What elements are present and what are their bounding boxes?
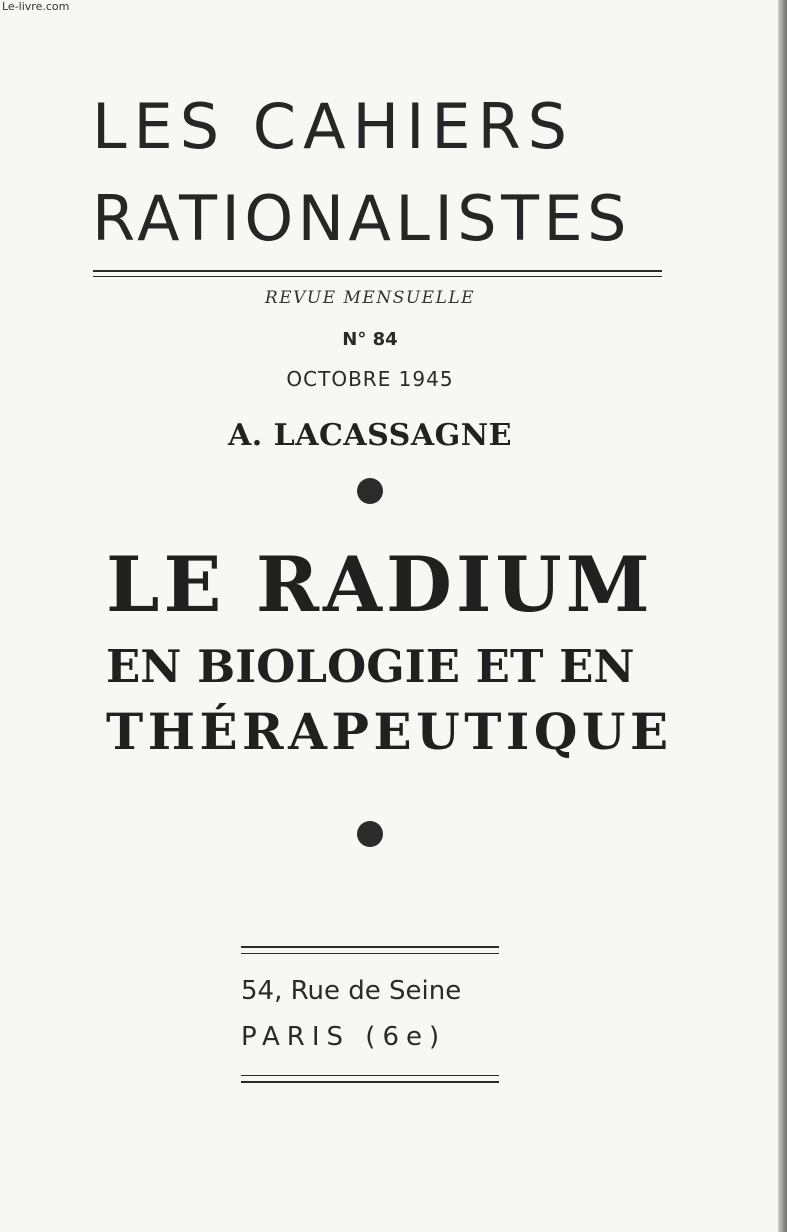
address-rule-top-1 bbox=[241, 946, 499, 948]
address-rule-bottom-1 bbox=[241, 1075, 499, 1076]
title-line-1: LE RADIUM bbox=[106, 540, 654, 629]
subtitle: REVUE MENSUELLE bbox=[264, 288, 476, 308]
masthead-rule-bottom bbox=[93, 276, 662, 277]
watermark-text: Le-livre.com bbox=[2, 0, 70, 13]
masthead-rule-top bbox=[93, 270, 662, 272]
bullet-dot-bottom bbox=[357, 821, 383, 847]
bullet-dot-top bbox=[357, 478, 383, 504]
issue-number: N° 84 bbox=[342, 329, 398, 350]
issue-date: OCTOBRE 1945 bbox=[286, 367, 454, 391]
address-street: 54, Rue de Seine bbox=[241, 976, 462, 1006]
title-line-3: THÉRAPEUTIQUE bbox=[106, 702, 673, 761]
masthead-line-2: RATIONALISTES bbox=[92, 182, 631, 255]
page-edge-shadow bbox=[778, 0, 787, 1232]
masthead-line-1: LES CAHIERS bbox=[92, 90, 574, 163]
author-name: A. LACASSAGNE bbox=[227, 418, 513, 453]
address-rule-top-2 bbox=[241, 953, 499, 954]
address-rule-bottom-2 bbox=[241, 1081, 499, 1083]
address-city: PARIS (6e) bbox=[241, 1022, 447, 1052]
title-line-2: EN BIOLOGIE ET EN bbox=[106, 640, 635, 693]
